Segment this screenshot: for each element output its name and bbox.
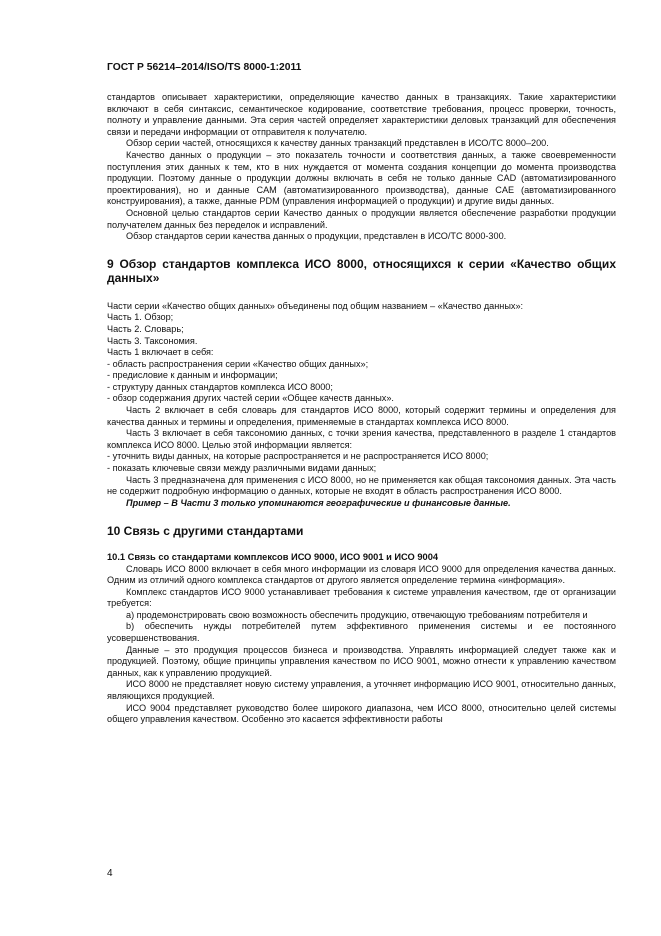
list-item: b) обеспечить нужды потребителей путем эффективного применения системы и ее постоянного усовершенствования. (107, 621, 616, 644)
list-item: а) продемонстрировать свою возможность обеспечить продукцию, отвечающую требованиям потребителя и (126, 609, 588, 620)
list-item: - обзор содержания других частей серии «Общее качеств данных». (107, 393, 394, 404)
paragraph: Словарь ИСО 8000 включает в себя много информации из словаря ИСО 9000 для определения качества данных. Одним из отличий одного комплекса стандартов от другого является определение термина «информация». (107, 563, 616, 586)
list-item: - показать ключевые связи между различными видами данных; (107, 463, 377, 474)
paragraph: Обзор стандартов серии качества данных о продукции, представлен в ИСО/ТС 8000-300. (126, 231, 507, 242)
paragraph: ИСО 9004 представляет руководство более широкого диапазона, чем ИСО 8000, относительно целей системы общего управления качеством. Особенно это касается эффективности работы (107, 702, 616, 725)
list-item: - предисловие к данным и информации; (107, 370, 278, 381)
paragraph: Основной целью стандартов серии Качество данных о продукции является обеспечение разработки продукции получателем данных без переделок и исправлений. (107, 207, 616, 230)
list-item: - область распространения серии «Качество общих данных»; (107, 358, 369, 369)
list-item: Часть 3. Таксономия. (107, 335, 198, 346)
paragraph: Часть 3 включает в себя таксономию данных, с точки зрения качества, представленного в разделе 1 стандартов комплекса ИСО 8000. Целью этой информации является: (107, 428, 616, 450)
subsection-10-1-heading: 10.1 Связь со стандартами комплексов ИСО 9000, ИСО 9001 и ИСО 9004 (107, 551, 439, 562)
paragraph: стандартов описывает характеристики, определяющие качество данных в транзакциях. Такие характеристики включают в себя синтаксис, семантическое кодирование, соответствие требования, процесс проверки, точность, полноту и управление данными. Эта серия частей определяет характеристики деловых транзакций для обеспечения связи и передачи информации от отправителя к получателю. (107, 92, 616, 137)
list-item: - структуру данных стандартов комплекса ИСО 8000; (107, 381, 333, 392)
document-header: ГОСТ Р 56214–2014/ISO/TS 8000-1:2011 (107, 62, 302, 73)
list-item: Часть 2. Словарь; (107, 323, 184, 334)
paragraph: Часть 1 включает в себя: (107, 347, 214, 358)
paragraph: Обзор серии частей, относящихся к качеству данных транзакций представлен в ИСО/ТС 8000–200. (126, 138, 549, 149)
section-9-heading: 9 Обзор стандартов комплекса ИСО 8000, относящихся к серии «Качество общих данных» (107, 256, 616, 286)
example-note: Пример – В Части 3 только упоминаются географические и финансовые данные. (126, 497, 511, 508)
paragraph: Части серии «Качество общих данных» объединены под общим названием – «Качество данных»: (107, 300, 524, 311)
paragraph: ИСО 8000 не представляет новую систему управления, а уточняет информацию ИСО 9001, относительно данных, являющихся продукцией. (107, 679, 616, 702)
paragraph: Данные – это продукция процессов бизнеса и производства. Управлять информацией следует также как и продукцией. Поэтому, общие принципы управления качеством по ИСО 9001, можно отнести к управлению качеством данных, как к управлению продукцией. (107, 644, 616, 678)
paragraph: Комплекс стандартов ИСО 9000 устанавливает требования к системе управления качеством, где от организации требуется: (107, 586, 616, 609)
page-number: 4 (107, 868, 113, 879)
paragraph: Качество данных о продукции – это показатель точности и соответствия данных, а также своевременности поступления этих данных к тем, кто в них нуждается от момента создания концепции до момента производства продукции. Поэтому данные о продукции должны включать в себя не только данные CAD (автоматизированного проектирования), но и данные CAM (автоматизированного производства), данные CAE (автоматизированного конструирования), а также, данные PDM (управления информацией о продукции) и другие виды данных. (107, 149, 616, 207)
list-item: Часть 1. Обзор; (107, 312, 174, 323)
list-item: - уточнить виды данных, на которые распространяется и не распространяется ИСО 8000; (107, 451, 489, 462)
paragraph: Часть 3 предназначена для применения с ИСО 8000, но не применяется как общая таксономия данных. Эта часть не содержит подробную информацию о данных, которые не входят в область распространения ИСО 8000. (107, 474, 616, 497)
paragraph: Часть 2 включает в себя словарь для стандартов ИСО 8000, который содержит термины и определения для качества данных и термины и определения, применяемые в стандартах комплекса ИСО 8000. (107, 405, 616, 427)
page-content (107, 92, 616, 726)
section-10-heading: 10 Связь с другими стандартами (107, 524, 304, 539)
